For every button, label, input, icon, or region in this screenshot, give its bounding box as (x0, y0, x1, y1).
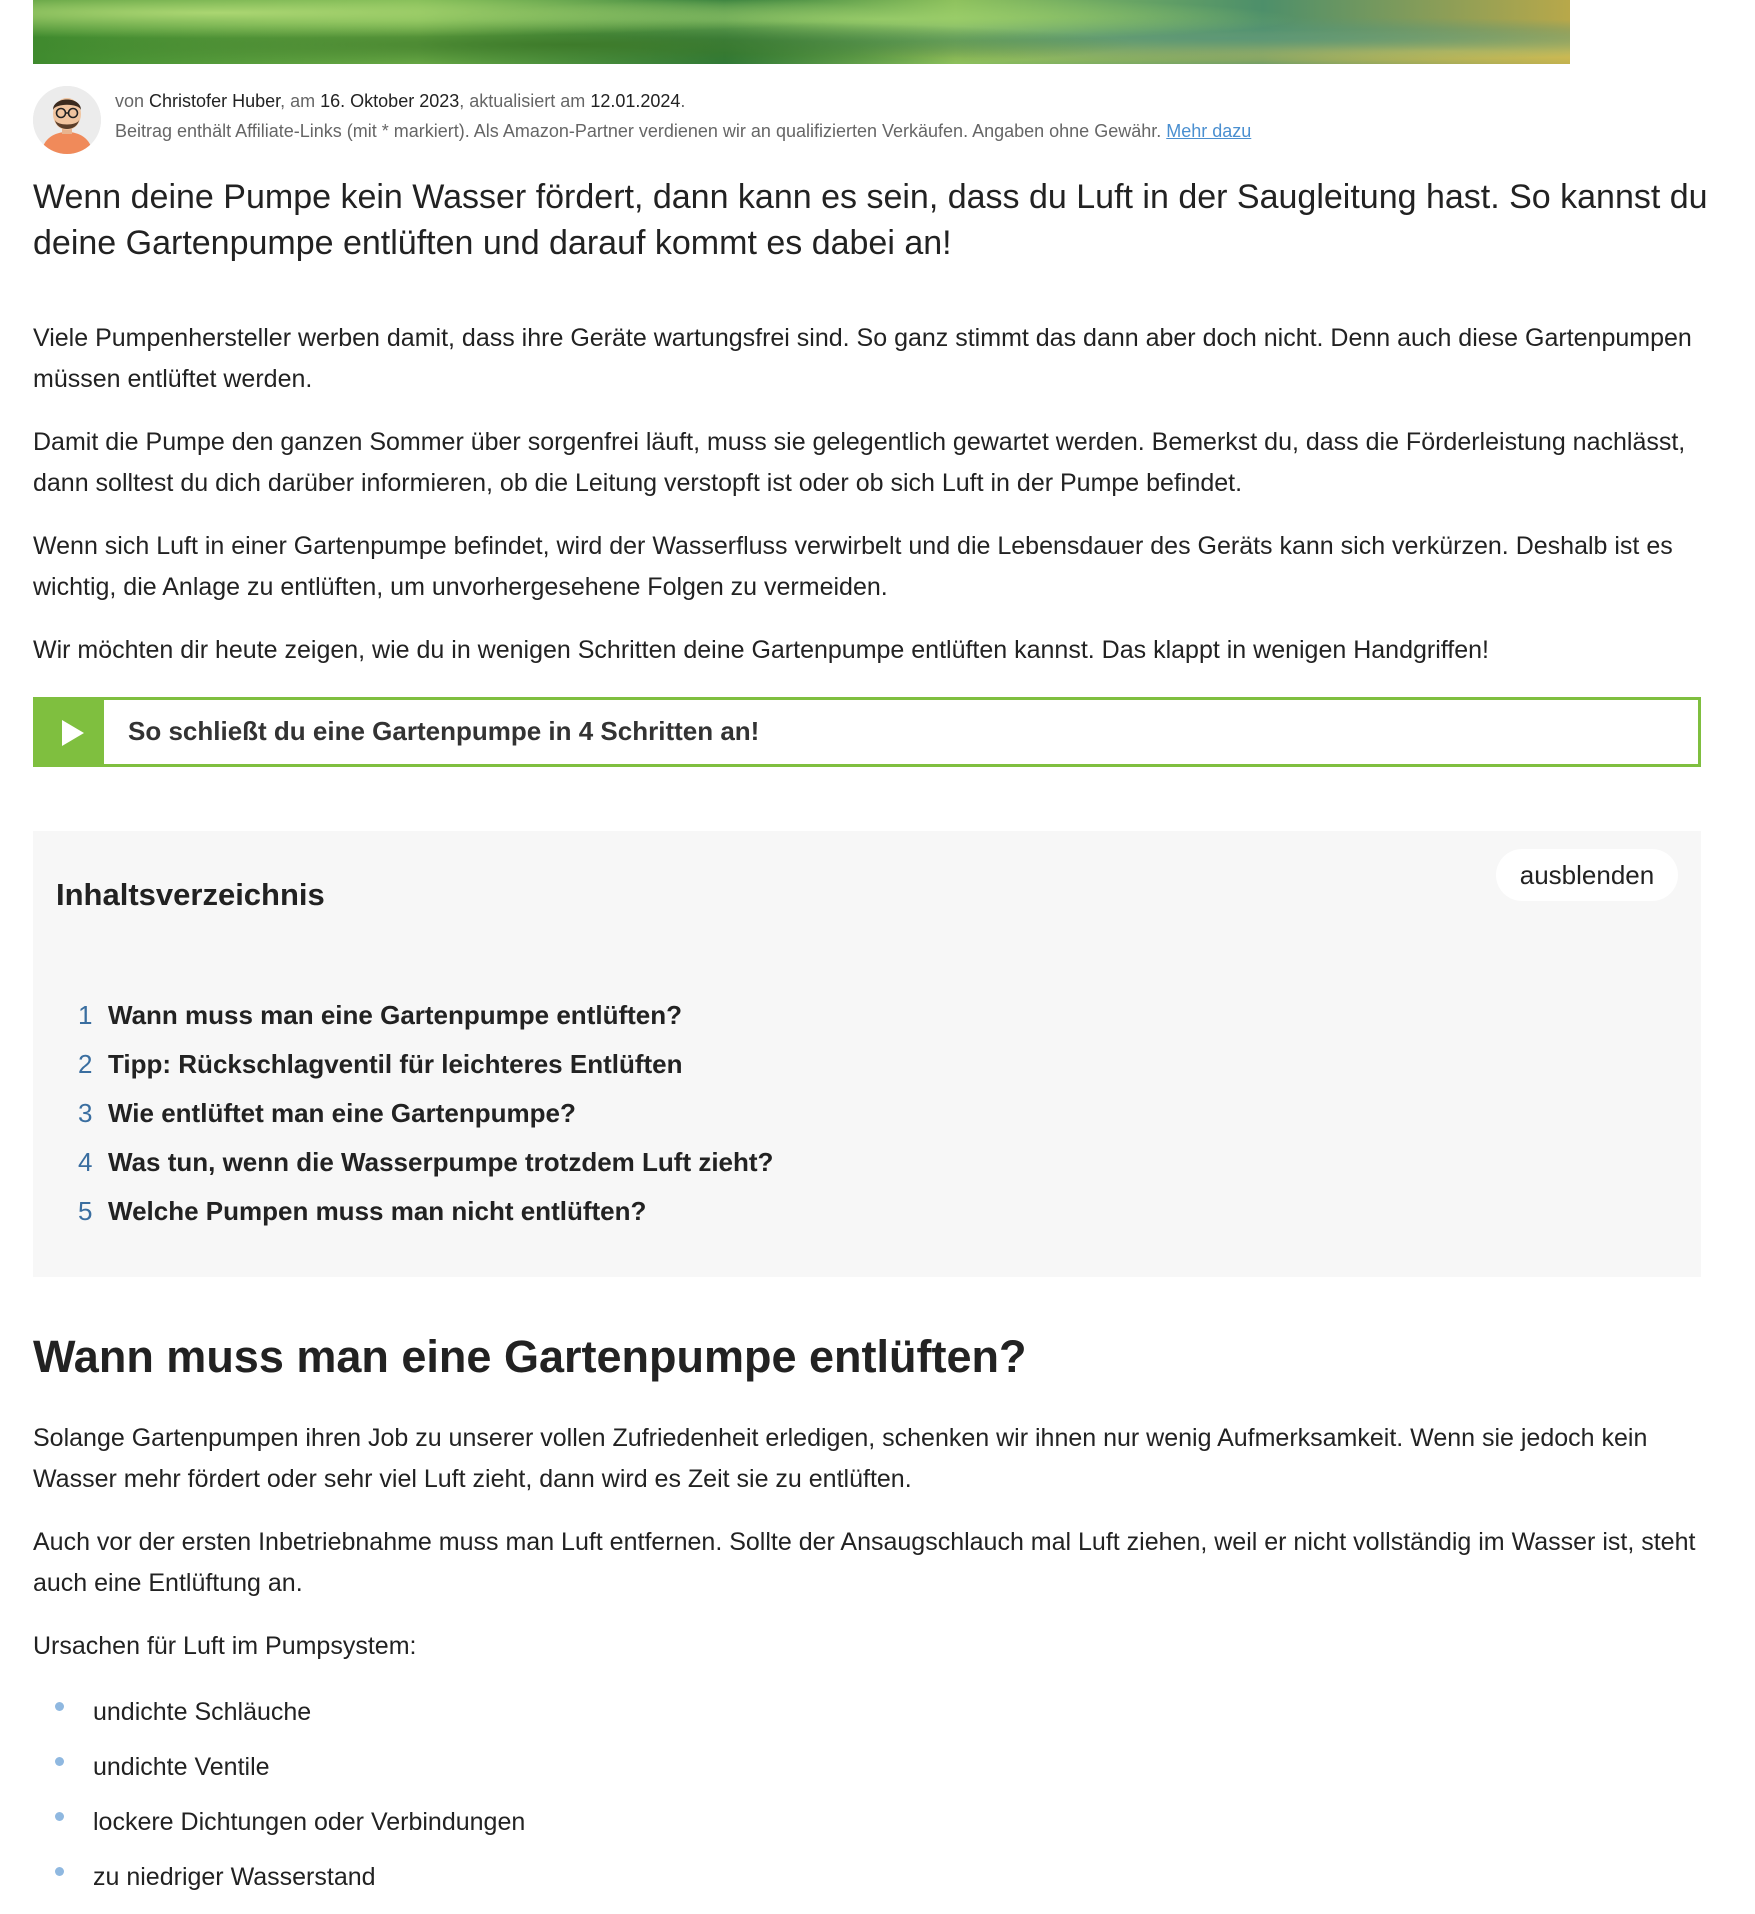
list-item (33, 1749, 525, 1804)
toc-item[interactable] (78, 1138, 773, 1187)
list-item (33, 1859, 525, 1914)
publish-date: 16. Oktober 2023 (320, 91, 460, 111)
list-item-text: undichte Schläuche (93, 1698, 312, 1726)
toc-item-number: 3 (78, 1098, 93, 1128)
intro-paragraph: Wenn sich Luft in einer Gartenpumpe befindet, wird der Wasserfluss verwirbelt und die Lebensdauer des Geräts kann sich verkürzen. Deshalb ist es wichtig, die Anlage zu entlüften, um unvorhergesehene Folgen zu vermeiden. (33, 532, 1673, 601)
bullet-icon (55, 1867, 64, 1876)
intro-paragraph: Damit die Pumpe den ganzen Sommer über sorgenfrei läuft, muss sie gelegentlich gewartet werden. Bemerkst du, dass die Förderleistung nachlässt, dann solltest du dich darüber informieren, ob die Leitung verstopft ist oder ob sich Luft in der Pumpe befindet. (33, 428, 1686, 497)
toc-item[interactable] (78, 991, 773, 1040)
toc-item-link[interactable]: Tipp: Rückschlagventil für leichteres Entlüften (108, 1049, 683, 1079)
author-avatar[interactable] (33, 86, 101, 154)
bullet-icon (55, 1757, 64, 1766)
toc-item-link[interactable]: Wie entlüftet man eine Gartenpumpe? (108, 1098, 576, 1128)
intro-paragraph: Viele Pumpenhersteller werben damit, dass ihre Geräte wartungsfrei sind. So ganz stimmt das dann aber doch nicht. Denn auch diese Gartenpumpen müssen entlüftet werden. (33, 324, 1692, 393)
toc-item[interactable] (78, 1187, 773, 1236)
bullet-icon (55, 1812, 64, 1821)
list-item-text: undichte Ventile (93, 1753, 270, 1781)
list-item-text: lockere Dichtungen oder Verbindungen (93, 1808, 526, 1836)
section-paragraph: Auch vor der ersten Inbetriebnahme muss man Luft entfernen. Sollte der Ansaugschlauch mal Luft ziehen, weil er nicht vollständig im Wasser ist, steht auch eine Entlüftung an. (33, 1528, 1696, 1597)
byline (33, 86, 1433, 156)
causes-list (33, 1694, 525, 1914)
step-callout-box[interactable] (33, 697, 1701, 767)
toc-item-number: 2 (78, 1049, 93, 1079)
toc-item-link[interactable]: Wann muss man eine Gartenpumpe entlüften? (108, 1000, 682, 1030)
toc-item-link[interactable]: Was tun, wenn die Wasserpumpe trotzdem Luft zieht? (108, 1147, 774, 1177)
list-item (33, 1694, 525, 1749)
toc-item-number: 5 (78, 1196, 93, 1226)
toc-item-number: 1 (78, 1000, 93, 1030)
byline-updated-prefix: , aktualisiert am (459, 91, 586, 111)
toc-toggle-button[interactable]: ausblenden (1496, 849, 1678, 901)
toc-item[interactable] (78, 1089, 773, 1138)
hero-image (33, 0, 1570, 64)
toc-item[interactable] (78, 1040, 773, 1089)
toc-list (78, 991, 773, 1236)
list-item-text: zu niedriger Wasserstand (93, 1863, 376, 1891)
bullet-icon (55, 1702, 64, 1711)
disclosure-text: Beitrag enthält Affiliate-Links (mit * markiert). Als Amazon-Partner verdienen wir an qualifizierten Verkäufen. Angaben ohne Gewähr. (115, 121, 1162, 141)
toc-title: Inhaltsverzeichnis (56, 877, 325, 912)
section-paragraph: Solange Gartenpumpen ihren Job zu unserer vollen Zufriedenheit erledigen, schenken wir ihnen nur wenig Aufmerksamkeit. Wenn sie jedoch kein Wasser mehr fördert oder sehr viel Luft zieht, dann wird es Zeit sie zu entlüften. (33, 1424, 1648, 1493)
table-of-contents (33, 831, 1701, 1277)
avatar-illustration (33, 86, 101, 154)
section-heading: Wann muss man eine Gartenpumpe entlüften? (33, 1331, 1027, 1382)
toc-item-number: 4 (78, 1147, 93, 1177)
step-callout-label[interactable]: So schließt du eine Gartenpumpe in 4 Schritten an! (128, 716, 760, 746)
list-item (33, 1804, 525, 1859)
byline-prefix: von (115, 91, 145, 111)
play-button[interactable] (36, 700, 104, 764)
play-icon (62, 720, 84, 746)
toc-item-link[interactable]: Welche Pumpen muss man nicht entlüften? (108, 1196, 647, 1226)
byline-mid: , am (280, 91, 316, 111)
byline-meta (115, 86, 1251, 116)
lead-text: Wenn deine Pumpe kein Wasser fördert, dann kann es sein, dass du Luft in der Saugleitung hast. So kannst du deine Gartenpumpe entlüften und darauf kommt es dabei an! (33, 178, 1708, 262)
affiliate-disclosure (115, 116, 1251, 146)
updated-date: 12.01.2024 (590, 91, 681, 111)
more-info-link[interactable]: Mehr dazu (1166, 121, 1252, 141)
intro-paragraph: Wir möchten dir heute zeigen, wie du in wenigen Schritten deine Gartenpumpe entlüften kannst. Das klappt in wenigen Handgriffen! (33, 636, 1489, 664)
author-name[interactable]: Christofer Huber (149, 91, 281, 111)
section-paragraph: Ursachen für Luft im Pumpsystem: (33, 1632, 417, 1660)
byline-text (115, 86, 1251, 146)
byline-suffix: . (680, 91, 686, 111)
